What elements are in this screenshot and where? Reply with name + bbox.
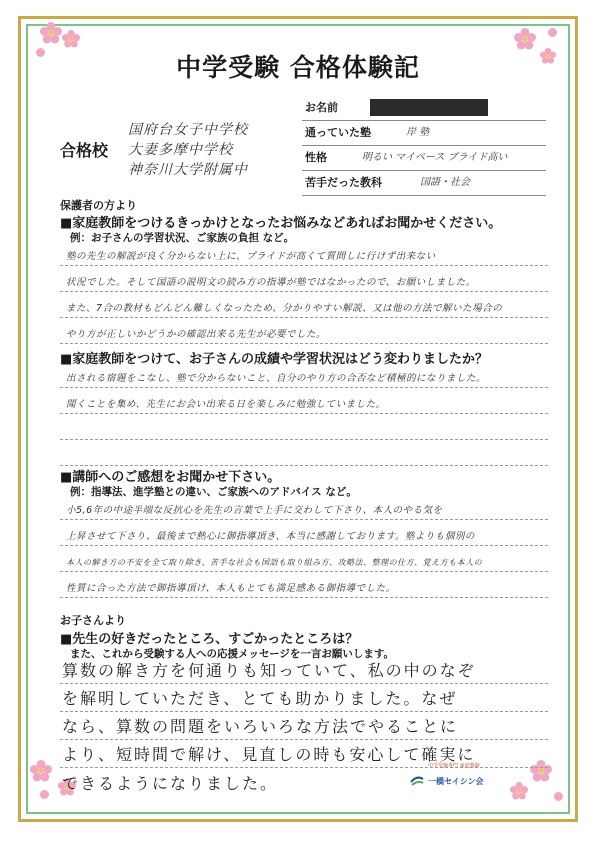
answer-text: 出される宿題をこなし、塾で分からないこと、自分のやり方の合否など積極的になりました。 — [66, 373, 487, 384]
flower-icon — [514, 28, 536, 50]
parent-heading: 保護者の方より — [60, 199, 137, 212]
q2-answer — [60, 362, 548, 466]
q1-answer — [60, 240, 548, 344]
answer-text: やり方が正しいかどうかの確認出来る先生が必要でした。 — [66, 329, 327, 340]
answer-line — [60, 292, 548, 318]
name-row — [302, 96, 546, 121]
answer-text: 小5,6年の中途半端な反抗心を先生の言葉で上手に交わして下さり、本人のやる気を — [66, 505, 443, 516]
logo-name: 一橋セイシン会 — [428, 777, 484, 786]
logo-mark-icon — [410, 772, 424, 786]
answer-text: より、短時間で解け、見直しの時も安心して確実に — [62, 745, 476, 764]
subject-value: 国語・社会 — [420, 177, 470, 188]
child-q-sub: また、これから受験する人への応援メッセージを一言お願いします。 — [70, 648, 395, 660]
personality-value: 明るい マイペース プライド高い — [362, 152, 508, 163]
answer-line — [60, 712, 548, 740]
answer-text: 算数の解き方を何通りも知っていて、私の中のなぞ — [62, 661, 476, 680]
info-table — [302, 96, 546, 196]
q1-title: ■家庭教師をつけるきっかけとなったお悩みなどあればお聞かせください。 — [60, 216, 502, 231]
answer-line — [60, 266, 548, 292]
flower-icon — [30, 760, 52, 782]
answer-text: を解明していただき、とても助かりました。なぜ — [62, 689, 458, 708]
flower-icon — [40, 22, 62, 44]
answer-text: また、7合の教材もどんどん難しくなったため、分かりやすい解説、又は他の方法で解いた場合の — [66, 303, 503, 314]
company-logo — [410, 762, 530, 792]
answer-line — [60, 240, 548, 266]
school-item: 神奈川大学附属中 — [128, 162, 248, 178]
personality-row — [302, 146, 546, 171]
answer-text: できるようになりました。 — [62, 774, 279, 793]
child-q-title: ■先生の好きだったところ、すごかったところは？ — [60, 632, 359, 647]
school-list — [128, 120, 248, 180]
answer-text: なら、算数の問題をいろいろな方法でやることに — [62, 717, 459, 736]
q3-title: ■講師へのご感想をお聞かせ下さい。 — [60, 470, 281, 485]
flower-icon — [62, 30, 80, 48]
answer-text: 聞くことを集め、先生にお会い出来る日を楽しみに勉強していました。 — [66, 399, 386, 410]
q3-answer — [60, 494, 548, 598]
answer-line — [60, 388, 548, 414]
answer-line — [60, 494, 548, 520]
answer-text: 上昇させて下さり、最後まで熱心に御指導頂き、本当に感謝しております。塾よりも個別の — [66, 531, 475, 542]
subject-row — [302, 171, 546, 196]
bud-icon — [40, 790, 49, 799]
name-label: お名前 — [305, 101, 338, 114]
q2-title: ■家庭教師をつけて、お子さんの成績や学習状況はどう変わりましたか？ — [60, 352, 489, 367]
answer-line — [60, 362, 548, 388]
answer-text: 状況でした。そして国語の説明文の読み方の指導が塾ではなかったので、お願いしました。 — [66, 277, 476, 288]
answer-line — [60, 318, 548, 344]
juku-label: 通っていた塾 — [305, 126, 371, 139]
q1-sub: 例：お子さんの学習状況、ご家族の負担 など。 — [70, 232, 295, 244]
juku-value: 岸 塾 — [406, 127, 430, 138]
answer-text: 塾の先生の解説が良く分からない上に、プライドが高くて質問しに行けず出来ない — [66, 251, 436, 262]
answer-line — [60, 656, 548, 684]
bud-icon — [554, 792, 563, 801]
school-item: 国府台女子中学校 — [128, 122, 248, 138]
logo-tagline: 中学受験専門 家庭教師 — [428, 763, 480, 769]
answer-line — [60, 414, 548, 440]
answer-text: 性質に合った方法で御指導頂け、本人もとても満足感ある御指導でした。 — [66, 583, 396, 594]
redacted-name — [370, 99, 488, 116]
school-item: 大妻多摩中学校 — [128, 142, 233, 158]
answer-line — [60, 520, 548, 546]
bud-icon — [548, 28, 557, 37]
q3-sub: 例：指導法、進学塾との違い、ご家族へのアドバイス など。 — [70, 486, 357, 498]
school-label: 合格校 — [60, 141, 109, 160]
answer-line — [60, 572, 548, 598]
personality-label: 性格 — [305, 151, 327, 164]
answer-line — [60, 546, 548, 572]
child-heading: お子さんより — [60, 614, 126, 627]
answer-text: 本人の解き方の不安を全て取り除き、苦手な社会も国語も取り組み方、攻略法、整理の仕方、覚え方も本人の — [66, 558, 483, 567]
answer-line — [60, 684, 548, 712]
subject-label: 苦手だった教科 — [305, 176, 382, 189]
answer-line — [60, 440, 548, 466]
juku-row — [302, 121, 546, 146]
page-title: 中学受験 合格体験記 — [176, 53, 420, 82]
